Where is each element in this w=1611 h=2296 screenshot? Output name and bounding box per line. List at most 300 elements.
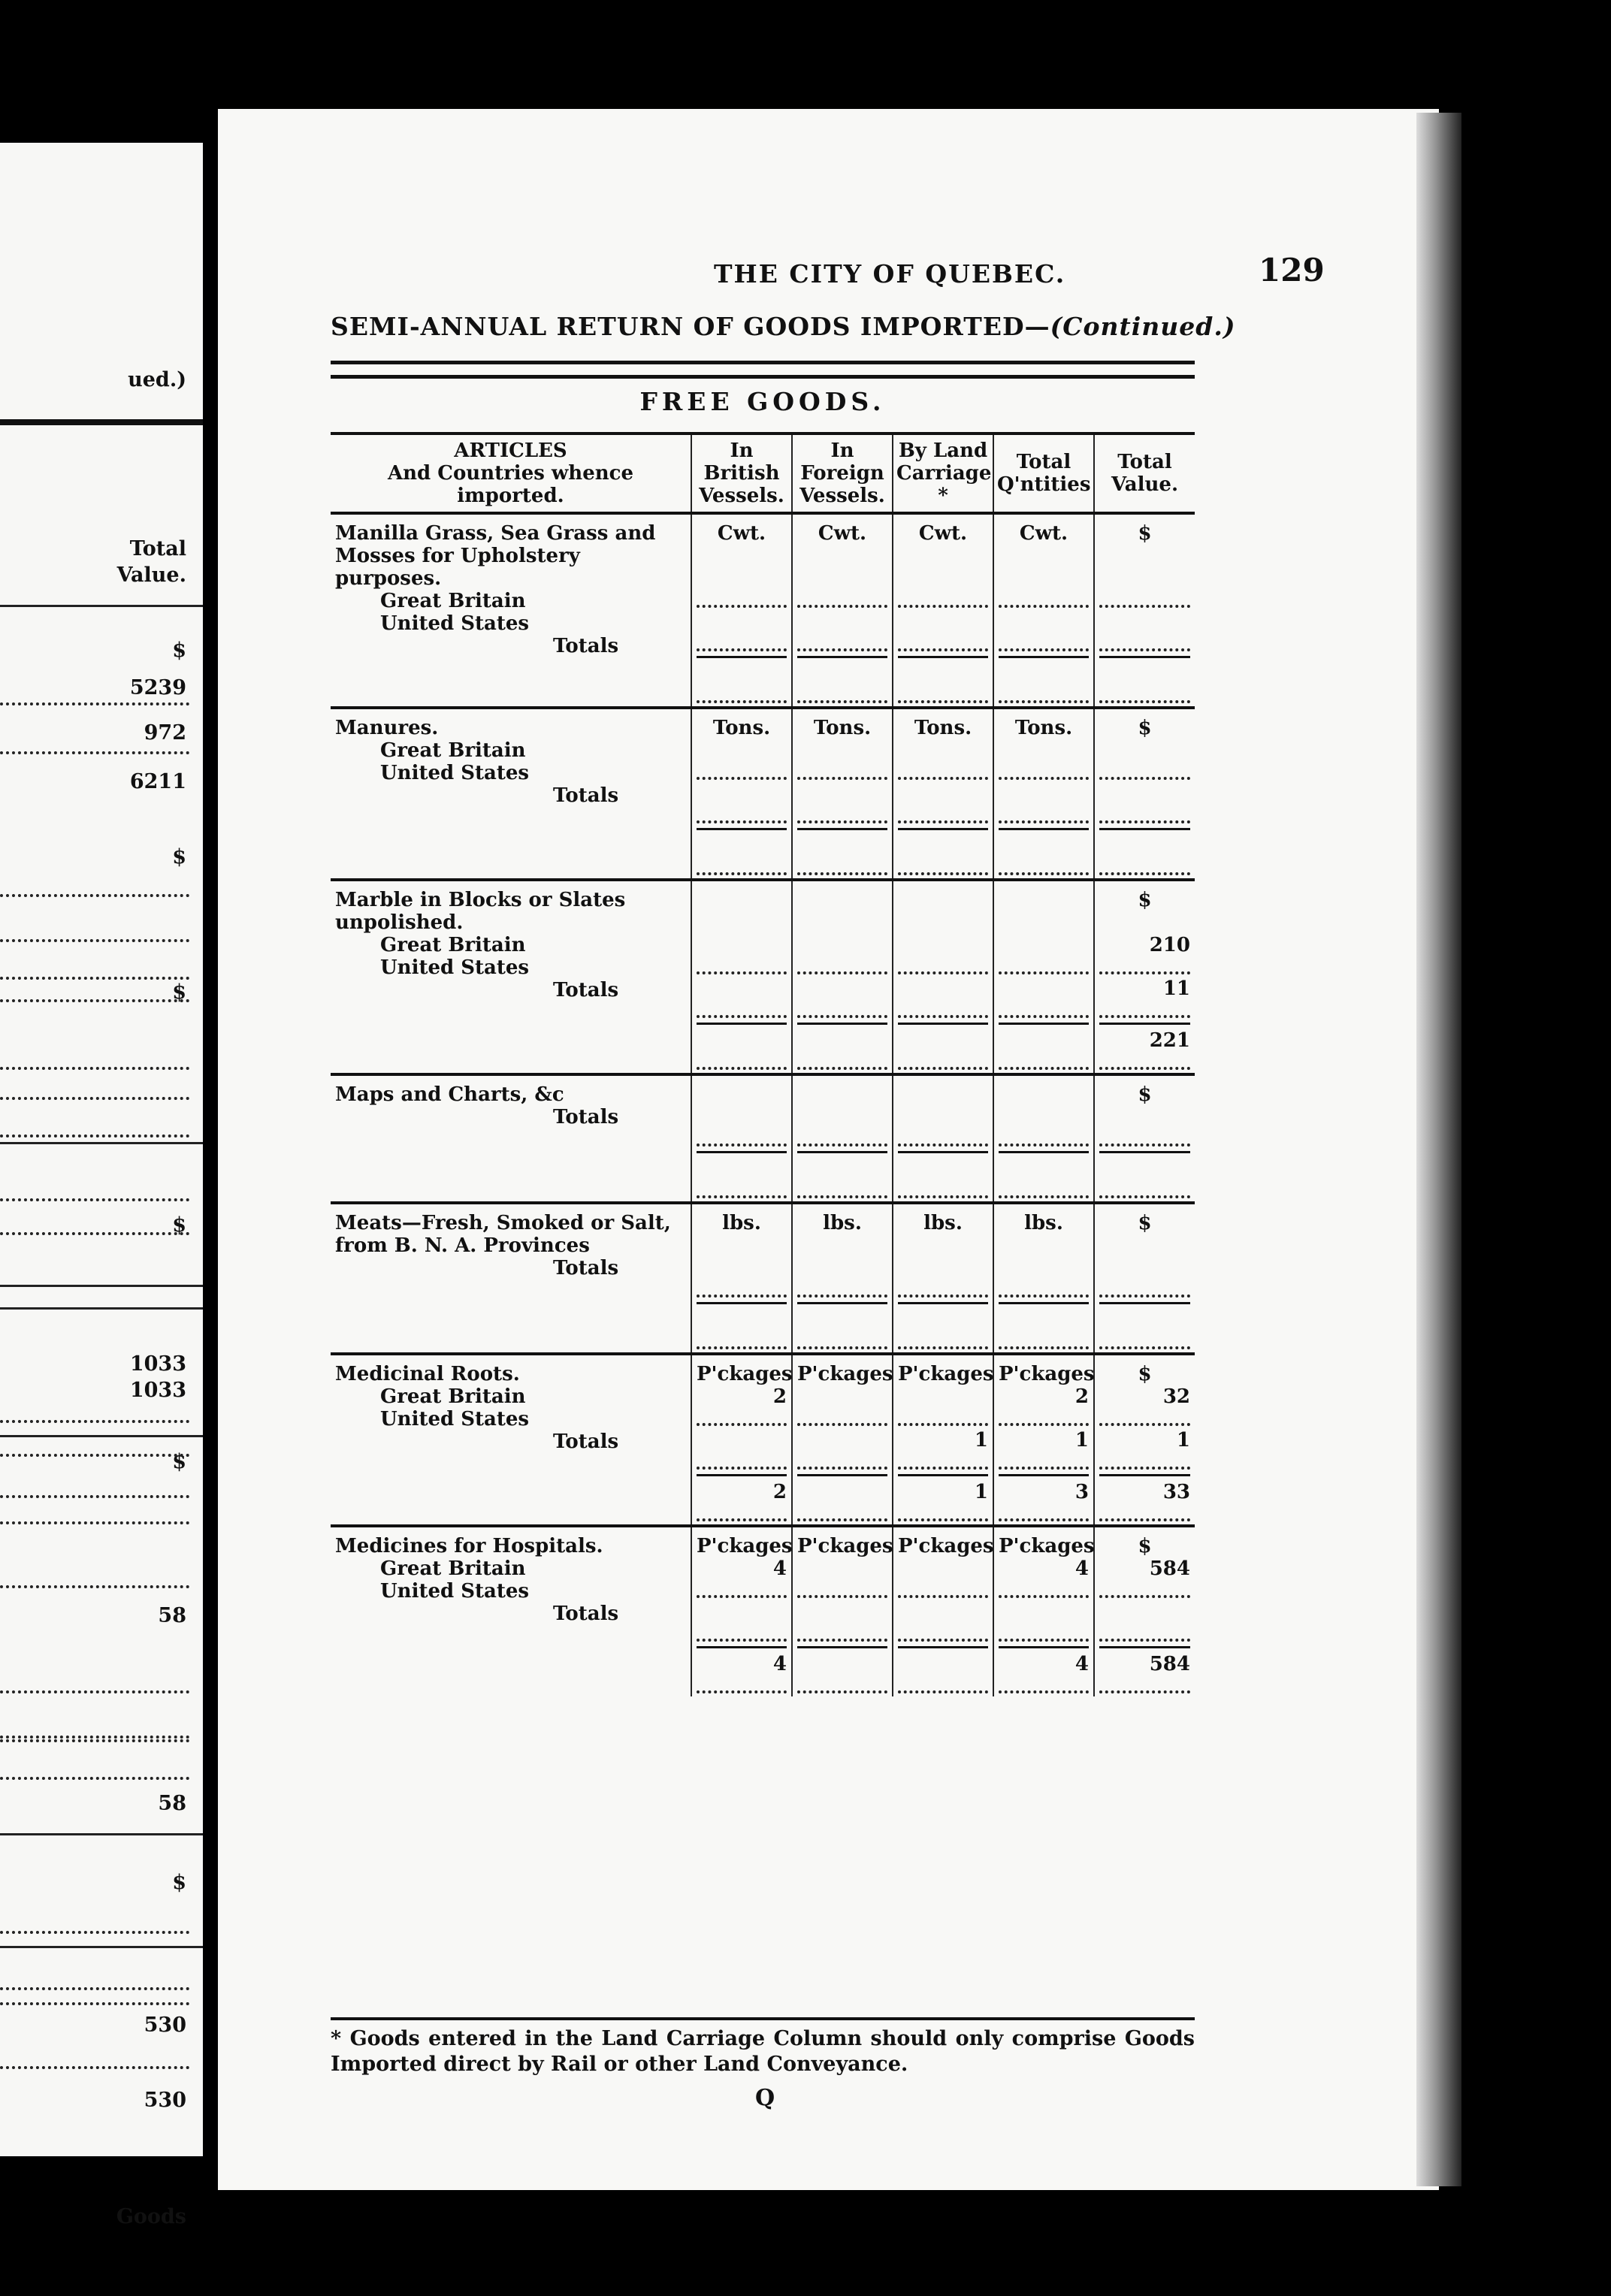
total-value [697, 835, 787, 857]
total-value [999, 1309, 1089, 1331]
total-rule [898, 1302, 988, 1304]
left-continued-fragment: ued.) [128, 368, 186, 391]
value-cell [792, 1203, 893, 1354]
dotted-leader [797, 1000, 887, 1018]
country-name: United States [380, 762, 530, 784]
cell-value [1099, 739, 1190, 762]
dotted-leader [1099, 1128, 1190, 1146]
spacer [797, 545, 887, 567]
dotted-leader [797, 1580, 887, 1598]
cell-value [797, 739, 887, 762]
total-rule [898, 1023, 988, 1025]
dotted-leader [1099, 590, 1190, 608]
unit-label: P'ckages [797, 1535, 893, 1557]
left-rule [0, 1435, 203, 1437]
cell-value [1099, 783, 1190, 805]
country-name: United States [380, 1580, 530, 1603]
total-value [898, 1309, 988, 1331]
total-rule [697, 656, 787, 658]
unit-label: P'ckages [898, 1363, 994, 1385]
cell-value [999, 783, 1089, 805]
total-rule [697, 1151, 787, 1153]
article-cell [331, 1526, 691, 1696]
left-header-value: Value. [116, 563, 186, 587]
unit-label [898, 889, 988, 911]
cell-value [797, 977, 887, 1000]
unit-label: Tons. [813, 717, 872, 739]
unit-label: Tons. [712, 717, 771, 739]
spacer [999, 545, 1089, 567]
value-cell [1094, 880, 1195, 1074]
dotted-leader [1099, 1180, 1190, 1198]
country-name: United States [380, 612, 530, 635]
value-cell [993, 1203, 1094, 1354]
left-dotted-rule [0, 1739, 189, 1742]
article-cell [331, 1354, 691, 1526]
signature-mark: Q [755, 2085, 775, 2111]
dotted-leader [797, 1452, 887, 1470]
cell-value [797, 783, 887, 805]
value-cell [893, 1526, 993, 1696]
unit-label: lbs. [722, 1212, 761, 1234]
total-rule [1099, 1474, 1190, 1476]
dotted-leader [697, 633, 787, 651]
unit-label: Tons. [914, 717, 972, 739]
dotted-leader [999, 956, 1089, 974]
dotted-leader [898, 762, 988, 780]
total-rule [697, 1302, 787, 1304]
section-title: FREE GOODS. [639, 387, 886, 416]
value-cell [691, 1203, 792, 1354]
cell-value [697, 1429, 787, 1452]
total-rule [898, 828, 988, 830]
total-value [999, 663, 1089, 685]
dotted-leader [898, 1452, 988, 1470]
total-value [697, 1029, 787, 1052]
value-cell [993, 1526, 1094, 1696]
spacer [697, 545, 787, 567]
dotted-leader [697, 1503, 787, 1521]
total-rule [1099, 1646, 1190, 1648]
cell-value [1099, 1601, 1190, 1624]
value-cell [1094, 1203, 1195, 1354]
value-cell [993, 1074, 1094, 1203]
footnote: * Goods entered in the Land Carriage Column should only comprise Goods Imported direct by Rail or other Land Conveyance. [331, 2017, 1195, 2077]
cell-value: 210 [1149, 934, 1190, 956]
dotted-leader [1099, 1331, 1190, 1349]
value-cell [792, 880, 893, 1074]
dotted-leader [999, 1128, 1089, 1146]
cell-value [898, 1257, 988, 1279]
value-cell [893, 513, 993, 708]
cell-value [697, 1257, 787, 1279]
cell-value: 1 [974, 1429, 988, 1452]
dotted-leader [999, 1279, 1089, 1298]
dotted-leader [898, 1331, 988, 1349]
article-cell [331, 1074, 691, 1203]
left-value: $ [172, 1871, 186, 1894]
left-dotted-rule [0, 939, 189, 942]
page-header [331, 252, 1420, 304]
total-rule [999, 656, 1089, 658]
dotted-leader [898, 590, 988, 608]
cell-value [1099, 1106, 1190, 1128]
total-rule [999, 1023, 1089, 1025]
unit-label: $ [1138, 522, 1152, 545]
cell-value [898, 1106, 988, 1128]
cell-value [898, 739, 988, 762]
unit-label: $ [1138, 1535, 1152, 1557]
totals-label: Totals [553, 1106, 619, 1128]
left-value: 1033 [129, 1352, 186, 1376]
left-value: $ [172, 1450, 186, 1473]
total-value [797, 1158, 887, 1180]
total-rule [797, 1302, 887, 1304]
unit-label: lbs. [1024, 1212, 1063, 1234]
total-value [999, 1158, 1089, 1180]
left-dotted-rule [0, 2066, 189, 2069]
cell-value [697, 611, 787, 633]
cell-value: 4 [1075, 1557, 1089, 1580]
dotted-leader [999, 1000, 1089, 1018]
dotted-leader [697, 805, 787, 823]
dotted-leader [898, 1128, 988, 1146]
dotted-leader [697, 1452, 787, 1470]
total-rule [999, 1646, 1089, 1648]
cell-value [898, 1601, 988, 1624]
left-dotted-rule [0, 1987, 189, 1990]
left-dotted-rule [0, 1454, 189, 1457]
left-dotted-rule [0, 1420, 189, 1423]
unit-label: Tons. [1014, 717, 1073, 739]
dotted-leader [898, 1180, 988, 1198]
value-cell [691, 1354, 792, 1526]
value-cell [792, 1354, 893, 1526]
total-rule [797, 1023, 887, 1025]
dotted-leader [898, 633, 988, 651]
dotted-leader [797, 1279, 887, 1298]
left-rule [0, 605, 203, 607]
article-name: Manilla Grass, Sea Grass and Mosses for Upholstery purposes. [335, 522, 656, 590]
dotted-leader [1099, 1580, 1190, 1598]
totals-label: Totals [553, 1430, 619, 1453]
dotted-leader [1099, 633, 1190, 651]
cell-value: 4 [772, 1557, 787, 1580]
total-rule [999, 1151, 1089, 1153]
value-cell [792, 513, 893, 708]
dotted-leader [898, 1624, 988, 1642]
spacer [999, 911, 1089, 934]
unit-label: P'ckages [697, 1535, 793, 1557]
cell-value [697, 567, 787, 590]
value-cell [1094, 513, 1195, 708]
table-group-row [331, 708, 1195, 880]
dotted-leader [1099, 805, 1190, 823]
cell-value: 11 [1162, 977, 1190, 1000]
total-value [898, 1158, 988, 1180]
cell-value [697, 1601, 787, 1624]
total-rule [697, 1646, 787, 1648]
value-cell [792, 1526, 893, 1696]
dotted-leader [999, 1452, 1089, 1470]
dotted-leader [999, 1331, 1089, 1349]
total-value [797, 835, 887, 857]
total-rule [797, 1646, 887, 1648]
total-value: 1 [974, 1481, 988, 1503]
dotted-leader [1099, 1052, 1190, 1070]
column-header-articles [331, 434, 691, 513]
total-rule [797, 828, 887, 830]
value-cell [792, 1074, 893, 1203]
table-body [331, 513, 1195, 1696]
dotted-leader [898, 1000, 988, 1018]
value-cell [792, 708, 893, 880]
total-value [898, 663, 988, 685]
value-cell [993, 880, 1094, 1074]
dotted-leader [898, 1408, 988, 1426]
total-rule [797, 1151, 887, 1153]
total-value [797, 1309, 887, 1331]
cell-value [697, 934, 787, 956]
dotted-leader [697, 1580, 787, 1598]
dotted-leader [697, 1331, 787, 1349]
cell-value [999, 1106, 1089, 1128]
left-dotted-rule [0, 1198, 189, 1201]
return-title-main: SEMI-ANNUAL RETURN OF GOODS IMPORTED— [331, 312, 1050, 341]
total-rule [1099, 1302, 1190, 1304]
cell-value [797, 1601, 887, 1624]
cell-value [898, 1557, 988, 1580]
cell-value: 2 [772, 1385, 787, 1408]
cell-value: 2 [1075, 1385, 1089, 1408]
unit-label: P'ckages [999, 1363, 1095, 1385]
dotted-leader [999, 857, 1089, 875]
article-cell [331, 1203, 691, 1354]
dotted-leader [697, 1128, 787, 1146]
spacer [1099, 545, 1190, 567]
total-value [1099, 1309, 1190, 1331]
cell-value [797, 611, 887, 633]
double-rule [331, 361, 1195, 379]
cell-value: 584 [1149, 1557, 1190, 1580]
page-edge [1416, 113, 1461, 2186]
cell-value [1099, 567, 1190, 590]
totals-label: Totals [553, 1257, 619, 1279]
total-value [898, 1653, 988, 1675]
dotted-leader [797, 1675, 887, 1693]
unit-label: $ [1138, 1363, 1152, 1385]
totals-label: Totals [553, 635, 619, 657]
left-value: $ [172, 845, 186, 869]
dotted-leader [697, 685, 787, 703]
left-value: $ [172, 639, 186, 662]
dotted-leader [999, 1180, 1089, 1198]
dotted-leader [697, 1279, 787, 1298]
article-name: Meats—Fresh, Smoked or Salt, from B. N. A. Provinces [335, 1212, 671, 1257]
dotted-leader [797, 633, 887, 651]
dotted-leader [797, 1624, 887, 1642]
dotted-leader [697, 1675, 787, 1693]
dotted-leader [797, 1180, 887, 1198]
dotted-leader [797, 1503, 887, 1521]
dotted-leader [797, 805, 887, 823]
unit-label: Cwt. [1019, 522, 1068, 545]
value-cell [893, 1354, 993, 1526]
total-rule [999, 1474, 1089, 1476]
left-footer-fragment: Goods [116, 2205, 186, 2228]
left-rule [0, 1833, 203, 1835]
dotted-leader [999, 1503, 1089, 1521]
total-value: 2 [772, 1481, 787, 1503]
unit-label: lbs. [823, 1212, 862, 1234]
left-dotted-rule [0, 1585, 189, 1588]
table-group-row [331, 1526, 1195, 1696]
dotted-leader [999, 1624, 1089, 1642]
cell-value [999, 977, 1089, 1000]
country-name: Great Britain [380, 739, 526, 762]
cell-value [797, 934, 887, 956]
total-value [697, 663, 787, 685]
left-rule [0, 1285, 203, 1287]
dotted-leader [898, 1675, 988, 1693]
cell-value: 1 [1075, 1429, 1089, 1452]
country-name: Great Britain [380, 934, 526, 956]
left-value: 1033 [129, 1379, 186, 1402]
cell-value: 32 [1162, 1385, 1190, 1408]
dotted-leader [697, 762, 787, 780]
dotted-leader [898, 857, 988, 875]
dotted-leader [999, 590, 1089, 608]
cell-value [999, 611, 1089, 633]
value-cell [691, 1526, 792, 1696]
value-cell [691, 1074, 792, 1203]
left-dotted-rule [0, 1134, 189, 1137]
total-value [999, 1029, 1089, 1052]
table-group-row [331, 1203, 1195, 1354]
cell-value [697, 1106, 787, 1128]
page-content [331, 252, 1420, 2111]
unit-label [797, 1083, 887, 1106]
total-rule [1099, 1023, 1190, 1025]
article-cell [331, 880, 691, 1074]
left-rule [0, 1307, 203, 1310]
dotted-leader [1099, 1624, 1190, 1642]
dotted-leader [697, 1180, 787, 1198]
dotted-leader [797, 762, 887, 780]
total-value [1099, 663, 1190, 685]
cell-value [797, 567, 887, 590]
column-header-value: Total Value. [1094, 434, 1195, 513]
unit-label: lbs. [923, 1212, 963, 1234]
dotted-leader [797, 685, 887, 703]
dotted-leader [697, 590, 787, 608]
dotted-leader [999, 633, 1089, 651]
total-rule [1099, 1151, 1190, 1153]
value-cell [1094, 708, 1195, 880]
unit-label: $ [1138, 1212, 1152, 1234]
column-header-quantities: Total Q'ntities [993, 434, 1094, 513]
total-rule [1099, 828, 1190, 830]
dotted-leader [898, 956, 988, 974]
unit-label [697, 889, 787, 911]
left-dotted-rule [0, 1736, 189, 1739]
cell-value [898, 611, 988, 633]
country-name: Great Britain [380, 1385, 526, 1408]
left-dotted-rule [0, 1777, 189, 1780]
country-name: Great Britain [380, 590, 526, 612]
cell-value [898, 934, 988, 956]
table-group-row [331, 1074, 1195, 1203]
value-cell [1094, 1354, 1195, 1526]
spacer [797, 911, 887, 934]
left-value: $ [172, 980, 186, 1004]
cell-value [797, 1257, 887, 1279]
value-cell [1094, 1526, 1195, 1696]
dotted-leader [1099, 1675, 1190, 1693]
left-dotted-rule [0, 2002, 189, 2005]
left-dotted-rule [0, 1931, 189, 1934]
cell-value [999, 567, 1089, 590]
cell-value [697, 977, 787, 1000]
unit-label: $ [1138, 717, 1152, 739]
dotted-leader [1099, 956, 1190, 974]
spacer [999, 1234, 1089, 1257]
value-cell [893, 1074, 993, 1203]
total-rule [697, 828, 787, 830]
cell-value [999, 1257, 1089, 1279]
free-goods-table [331, 432, 1195, 1696]
cell-value [999, 934, 1089, 956]
dotted-leader [797, 590, 887, 608]
return-title-continued: (Continued.) [1050, 312, 1236, 341]
spacer [898, 1234, 988, 1257]
value-cell [893, 880, 993, 1074]
dotted-leader [697, 1052, 787, 1070]
value-cell [993, 1354, 1094, 1526]
total-value [797, 663, 887, 685]
total-rule [797, 656, 887, 658]
value-cell [691, 708, 792, 880]
right-page [218, 109, 1439, 2190]
left-dotted-rule [0, 999, 189, 1002]
spacer [697, 1234, 787, 1257]
table-header-row [331, 434, 1195, 513]
cell-value [1099, 1257, 1190, 1279]
total-rule [697, 1474, 787, 1476]
total-value [1099, 1158, 1190, 1180]
cell-value [797, 1429, 887, 1452]
left-dotted-rule [0, 894, 189, 897]
dotted-leader [898, 685, 988, 703]
unit-label: P'ckages [999, 1535, 1095, 1557]
left-value: 5239 [129, 676, 186, 699]
dotted-leader [999, 1675, 1089, 1693]
articles-heading: ARTICLES [454, 440, 567, 462]
unit-label: P'ckages [898, 1535, 994, 1557]
dotted-leader [1099, 1408, 1190, 1426]
totals-label: Totals [553, 1603, 619, 1625]
cell-value [999, 1601, 1089, 1624]
dotted-leader [999, 1408, 1089, 1426]
dotted-leader [797, 1052, 887, 1070]
spacer [797, 1234, 887, 1257]
dotted-leader [797, 1331, 887, 1349]
table-group-row [331, 513, 1195, 708]
left-header-total: Total [129, 537, 186, 560]
total-value: 33 [1162, 1481, 1190, 1503]
total-value [797, 1481, 887, 1503]
total-value: 4 [1075, 1653, 1089, 1675]
